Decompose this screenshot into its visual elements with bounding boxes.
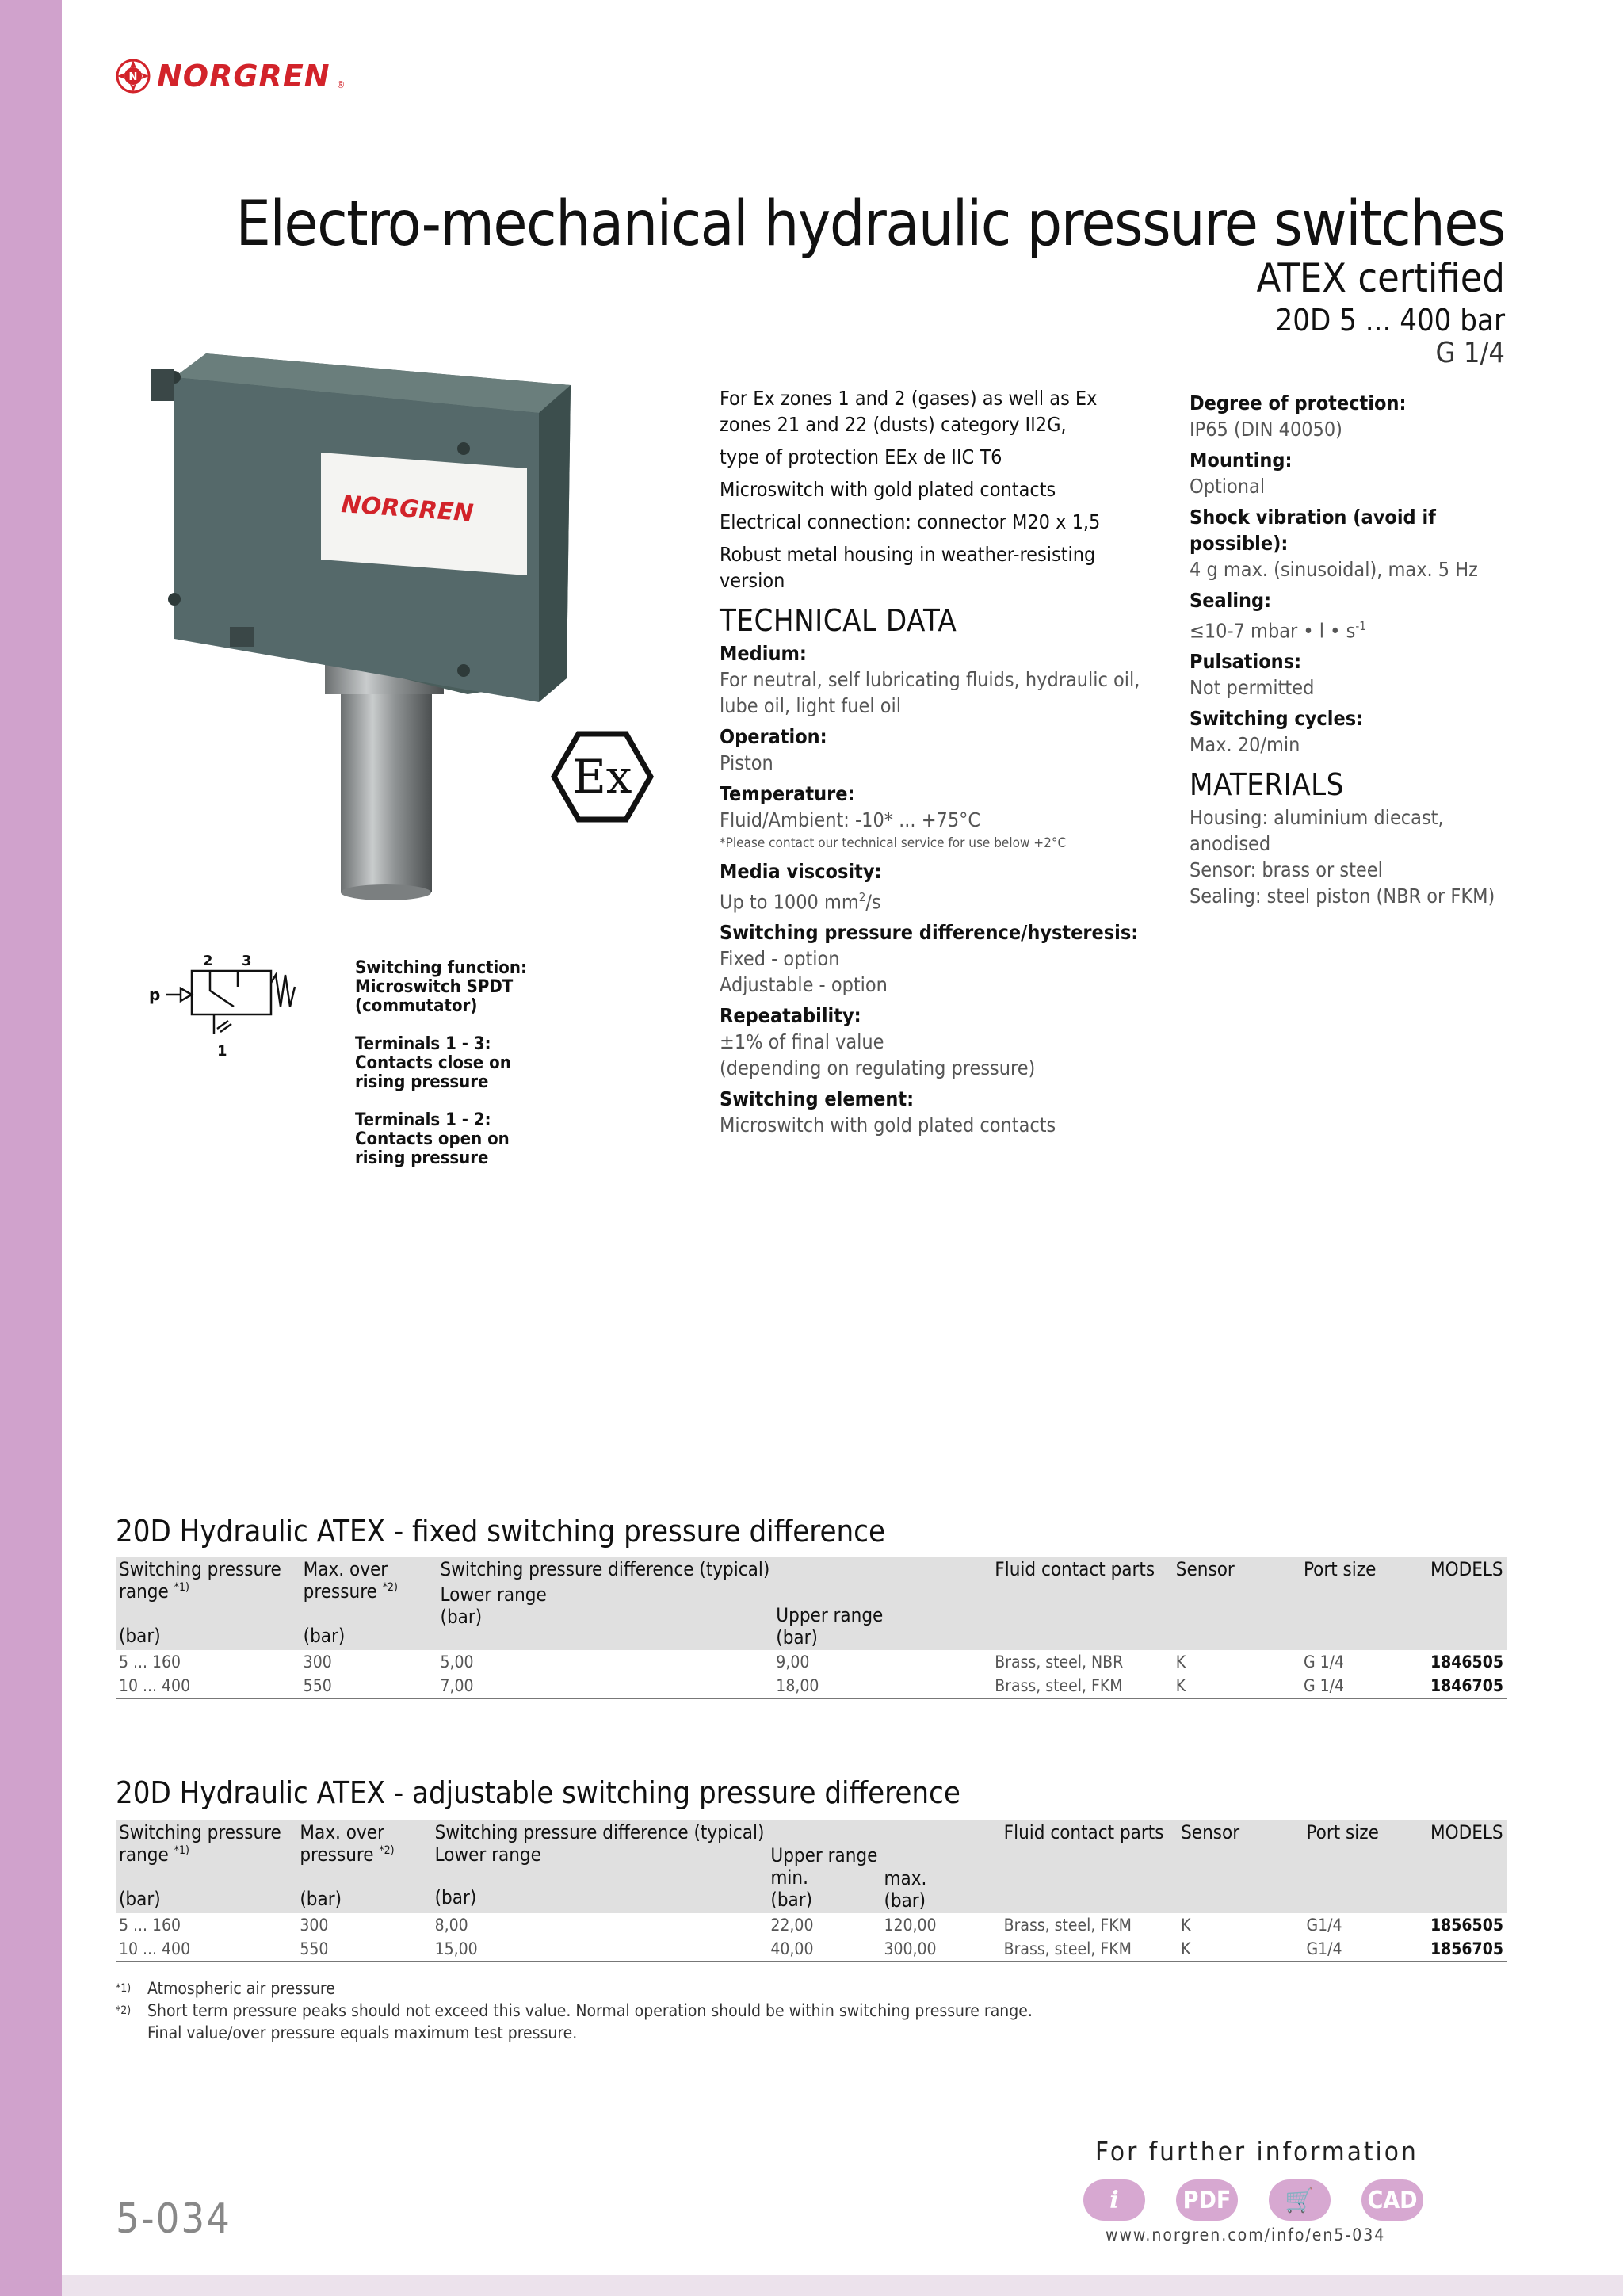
material-sealing: Sealing: steel piston (NBR or FKM) (1190, 884, 1495, 908)
schematic-terminal-2: 2 (203, 953, 213, 969)
temperature-note: *Please contact our technical service for use below +2°C (720, 835, 1067, 851)
mounting-value: Optional (1190, 475, 1266, 498)
switching-function-notes (355, 959, 553, 1187)
protection-value: IP65 (DIN 40050) (1190, 418, 1342, 441)
cell-fluid: Brass, steel, NBR (995, 1652, 1124, 1671)
cell-range: 5 ... 160 (119, 1652, 181, 1671)
cell-sensor: K (1175, 1652, 1186, 1671)
cell-fluid: Brass, steel, FKM (991, 1674, 1172, 1698)
hysteresis-fixed: Fixed - option (720, 947, 840, 971)
sealing-exponent: -1 (1355, 619, 1366, 633)
terminals-1-3: Terminals 1 - 3: Contacts close on rising pressure (355, 1034, 511, 1092)
table-row (116, 1674, 1507, 1698)
col-models: MODELS (1427, 1820, 1507, 1913)
cell-upper-max: 300,00 (880, 1937, 1000, 1962)
cell-sensor: K (1181, 1916, 1191, 1935)
technical-data-heading: TECHNICAL DATA (720, 603, 957, 638)
feature-protection-type: type of protection EEx de IIC T6 (720, 445, 1002, 468)
cad-button[interactable] (1361, 2179, 1423, 2221)
col-fluid: Fluid contact parts (1001, 1820, 1178, 1913)
svg-text:N: N (128, 71, 138, 83)
col-range: Switching pressure range (119, 1821, 281, 1866)
adjustable-table-title: 20D Hydraulic ATEX - adjustable switching pressure difference (116, 1775, 960, 1810)
brand-registered: ® (336, 79, 346, 90)
cycles-label: Switching cycles: (1190, 707, 1364, 731)
col-lower: Lower range (bar) (440, 1584, 547, 1628)
medium-label: Medium: (720, 642, 807, 665)
switching-element-value: Microswitch with gold plated contacts (720, 1114, 1056, 1137)
medium-value: For neutral, self lubricating fluids, hydraulic oil, lube oil, light fuel oil (720, 668, 1140, 717)
brand-name: NORGREN (157, 59, 330, 94)
info-button[interactable] (1083, 2179, 1145, 2221)
col-range-unit: (bar) (119, 1888, 161, 1910)
footnote-1-mark: *1) (116, 1982, 132, 1995)
ex-atex-mark-icon (551, 729, 654, 824)
col-models: MODELS (1427, 1557, 1507, 1650)
cell-model-number[interactable]: 1856505 (1430, 1916, 1503, 1935)
cell-sensor: K (1178, 1937, 1303, 1962)
col-max-pressure: Max. over pressure (303, 1558, 388, 1603)
footnotes (116, 1977, 1304, 2044)
col-lower-unit: (bar) (434, 1886, 477, 1908)
cell-upper: 9,00 (776, 1652, 810, 1671)
col-max-pressure-footnote-mark: *2) (382, 1581, 398, 1594)
col-range-footnote-mark: *1) (174, 1581, 189, 1594)
temperature-value: Fluid/Ambient: -10* ... +75°C (720, 808, 981, 831)
left-color-band (0, 0, 62, 2296)
adjustable-models-table (116, 1820, 1507, 1962)
operation-label: Operation: (720, 725, 827, 748)
col-diff: Switching pressure difference (typical) (434, 1821, 765, 1843)
cell-fluid: Brass, steel, FKM (1003, 1916, 1132, 1935)
repeatability-note: (depending on regulating pressure) (720, 1056, 1036, 1080)
col-max-pressure-footnote-mark: *2) (379, 1844, 395, 1857)
col-port: Port size (1303, 1820, 1427, 1913)
norgren-emblem-icon (116, 59, 151, 94)
schematic-terminal-3: 3 (242, 953, 252, 969)
cell-upper-min: 40,00 (767, 1937, 880, 1962)
schematic-terminal-1: 1 (217, 1043, 227, 1060)
cell-lower: 8,00 (434, 1916, 468, 1935)
hysteresis-adjustable: Adjustable - option (720, 973, 888, 997)
col-max-pressure: Max. over pressure (300, 1821, 384, 1866)
viscosity-unit: /s (865, 890, 881, 914)
bottom-color-band (62, 2275, 1623, 2296)
col-upper-max: max. (884, 1867, 927, 1889)
fixed-table-title: 20D Hydraulic ATEX - fixed switching pressure difference (116, 1514, 886, 1549)
footnote-1-text: Atmospheric air pressure (147, 1979, 335, 1998)
footnote-2 (116, 2000, 1304, 2022)
viscosity-label: Media viscosity: (720, 860, 882, 883)
temperature-label: Temperature: (720, 782, 855, 805)
cell-model-number[interactable]: 1846705 (1427, 1674, 1507, 1698)
hysteresis-label: Switching pressure difference/hysteresis: (720, 921, 1139, 945)
feature-ex-zones: For Ex zones 1 and 2 (gases) as well as Ex zones 21 and 22 (dusts) category II2G, (720, 387, 1098, 436)
operation-value: Piston (720, 751, 773, 774)
port-line: G 1/4 (1435, 337, 1505, 369)
footnote-2-cont (116, 2022, 1304, 2044)
materials-heading: MATERIALS (1190, 767, 1344, 803)
sealing-rate: ≤10-7 mbar • l • s (1190, 619, 1356, 643)
shock-value: 4 g max. (sinusoidal), max. 5 Hz (1190, 558, 1478, 581)
cell-fluid: Brass, steel, FKM (1001, 1937, 1178, 1962)
sealing-label: Sealing: (1190, 589, 1272, 612)
cell-max: 300 (303, 1652, 332, 1671)
shock-label: Shock vibration (avoid if possible): (1190, 506, 1436, 555)
terminals-1-2: Terminals 1 - 2: Contacts open on rising pressure (355, 1110, 510, 1168)
cad-icon: CAD (1367, 2186, 1418, 2214)
col-port: Port size (1300, 1557, 1427, 1650)
col-max-unit: (bar) (303, 1625, 346, 1647)
col-diff: Switching pressure difference (typical) (440, 1558, 770, 1580)
viscosity-value (720, 884, 1148, 915)
product-photo (143, 353, 586, 908)
switch-schematic (135, 943, 301, 1062)
feature-housing: Robust metal housing in weather-resisting version (720, 543, 1096, 592)
specifications-column (1190, 385, 1522, 909)
footnote-1 (116, 1977, 1304, 2000)
col-lower: Lower range (434, 1843, 541, 1866)
col-sensor: Sensor (1173, 1557, 1300, 1650)
sealing-value (1190, 613, 1522, 644)
col-upper-min: min. (770, 1866, 808, 1889)
col-sensor: Sensor (1178, 1820, 1303, 1913)
col-upper-min-unit: (bar) (770, 1889, 813, 1911)
pulsations-label: Pulsations: (1190, 650, 1302, 674)
table-row (116, 1913, 1507, 1937)
cell-lower: 5,00 (440, 1652, 474, 1671)
cell-lower: 7,00 (437, 1674, 773, 1698)
col-range: Switching pressure range (119, 1558, 281, 1603)
col-range-footnote-mark: *1) (174, 1844, 189, 1857)
norgren-logo (116, 59, 345, 94)
material-sensor: Sensor: brass or steel (1190, 858, 1383, 882)
feature-connection: Electrical connection: connector M20 x 1,5 (720, 510, 1101, 533)
viscosity-number: Up to 1000 mm (720, 890, 859, 914)
pdf-button[interactable] (1176, 2179, 1238, 2221)
repeatability-label: Repeatability: (720, 1004, 861, 1028)
pulsations-value: Not permitted (1190, 676, 1315, 700)
col-upper: Upper range (bar) (776, 1604, 884, 1648)
feature-microswitch: Microswitch with gold plated contacts (720, 478, 1056, 501)
model-line: 20D 5 ... 400 bar (1275, 303, 1505, 338)
cell-upper-max: 120,00 (884, 1916, 937, 1935)
info-url[interactable]: www.norgren.com/info/en5-034 (1106, 2225, 1386, 2244)
cell-range: 10 ... 400 (116, 1937, 296, 1962)
protection-label: Degree of protection: (1190, 392, 1407, 415)
footnote-3-text: Final value/over pressure equals maximum test pressure. (147, 2023, 578, 2042)
ex-mark-text: Ex (572, 750, 632, 804)
switching-function: Switching function: Microswitch SPDT (commutator) (355, 958, 527, 1016)
further-information-label: For further information (1095, 2136, 1419, 2167)
page-title: Electro-mechanical hydraulic pressure switches (235, 189, 1505, 260)
cell-range: 10 ... 400 (116, 1674, 300, 1698)
col-range-unit: (bar) (119, 1625, 161, 1647)
cell-port: G 1/4 (1300, 1674, 1427, 1698)
pdf-icon: PDF (1182, 2186, 1232, 2214)
cell-max: 300 (300, 1916, 329, 1935)
viscosity-exponent: 2 (858, 890, 866, 904)
shopping-cart-icon: 🛒 (1285, 2186, 1315, 2214)
col-max-unit: (bar) (300, 1888, 342, 1910)
mounting-label: Mounting: (1190, 449, 1293, 472)
cell-max: 550 (300, 1674, 437, 1698)
cell-upper-min: 22,00 (770, 1916, 814, 1935)
table-row (116, 1937, 1507, 1962)
info-icon: i (1109, 2186, 1119, 2214)
repeatability-value: ±1% of final value (720, 1030, 884, 1054)
col-fluid: Fluid contact parts (991, 1557, 1172, 1650)
col-upper: Upper range (770, 1844, 878, 1866)
housing-label: NORGREN (340, 491, 475, 528)
cell-upper: 18,00 (773, 1674, 991, 1698)
schematic-p-label: p (149, 985, 161, 1004)
page-number: 5-034 (116, 2195, 231, 2243)
cell-model-number[interactable]: 1846505 (1430, 1652, 1503, 1671)
cell-port: G 1/4 (1304, 1652, 1345, 1671)
cell-lower: 15,00 (432, 1937, 768, 1962)
cell-port: G1/4 (1306, 1916, 1342, 1935)
cart-button[interactable] (1269, 2179, 1331, 2221)
material-housing: Housing: aluminium diecast, anodised (1190, 806, 1444, 856)
cell-max: 550 (296, 1937, 431, 1962)
page-subtitle: ATEX certified (1256, 255, 1505, 301)
fixed-models-table (116, 1557, 1507, 1699)
cell-range: 5 ... 160 (119, 1916, 181, 1935)
cycles-value: Max. 20/min (1190, 733, 1300, 757)
footnote-2-mark: *2) (116, 2004, 132, 2017)
footnote-2-text: Short term pressure peaks should not exceed this value. Normal operation should be within switching pressure range. (147, 2001, 1033, 2020)
cell-model-number[interactable]: 1856705 (1427, 1937, 1507, 1962)
features-and-technical-data (720, 385, 1148, 1138)
cell-sensor: K (1173, 1674, 1300, 1698)
col-upper-max-unit: (bar) (884, 1889, 926, 1912)
cell-port: G1/4 (1303, 1937, 1427, 1962)
table-row (116, 1650, 1507, 1674)
switching-element-label: Switching element: (720, 1087, 915, 1111)
